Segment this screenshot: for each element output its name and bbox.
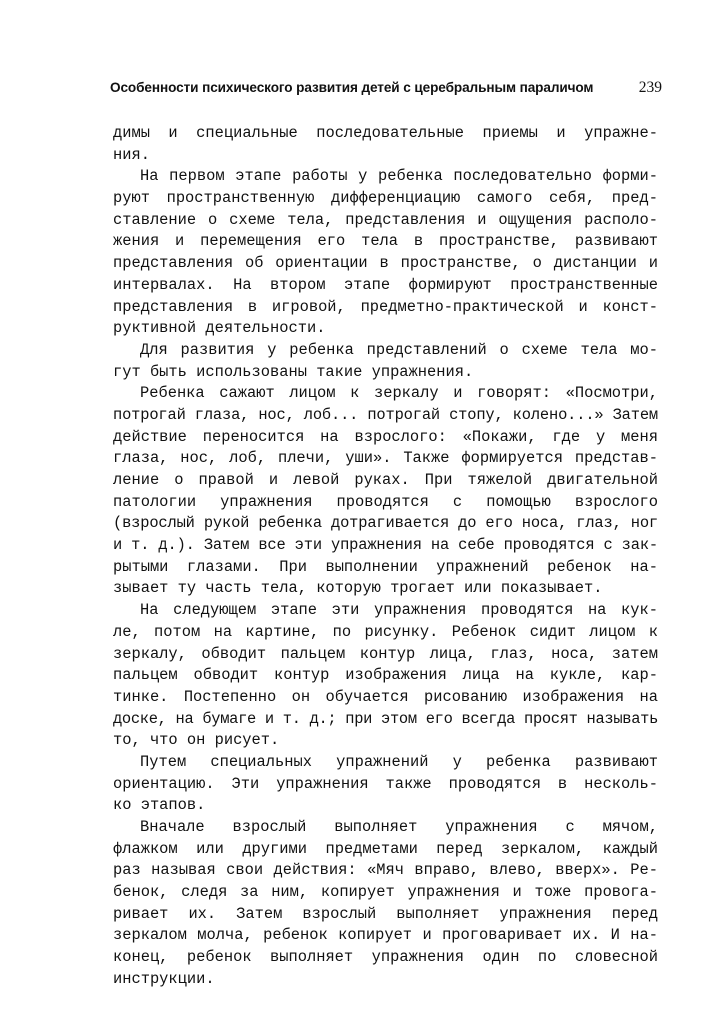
paragraph [113, 383, 658, 600]
text-line: димы и специальные последовательные приемы и упражне- [113, 124, 658, 142]
text-line: руют пространственную дифференциацию самого себя, пред- [113, 189, 658, 208]
paragraph [113, 123, 658, 166]
text-line: доске, на бумаге и т. д.; при этом его всегда просят называть [113, 709, 658, 728]
text-line: конец, ребенок выполняет упражнения один по словесной [113, 948, 658, 967]
text-line: действие переносится на взрослого: «Покажи, где у меня [113, 427, 658, 446]
text-line: ориентацию. Эти упражнения также проводятся в несколь- [113, 774, 658, 793]
paragraph [113, 817, 658, 991]
text-line: потрогай глаза, нос, лоб... потрогай стопу, колено...» Затем [113, 405, 658, 424]
text-line: ко этапов. [113, 796, 206, 815]
text-line: глаза, нос, лоб, плечи, уши». Также формируется представ- [113, 449, 658, 468]
text-line: Ребенка сажают лицом к зеркалу и говорят: «Посмотри, [140, 384, 658, 403]
text-line: бенок, следя за ним, копирует упражнения и тоже провога- [113, 883, 658, 902]
text-line: ле, потом на картине, по рисунку. Ребенок сидит лицом к [113, 622, 658, 641]
text-line: Для развития у ребенка представлений о схеме тела мо- [140, 340, 658, 359]
text-line: (взрослый рукой ребенка дотрагивается до его носа, глаз, ног [113, 514, 658, 533]
text-line: патологии упражнения проводятся с помощью взрослого [113, 492, 658, 511]
text-line: Вначале взрослый выполняет упражнения с мячом, [140, 818, 658, 836]
text-line: флажком или другими предметами перед зеркалом, каждый [113, 839, 658, 858]
text-line: пальцем обводит контур изображения лица на кукле, кар- [113, 666, 658, 685]
text-line: ния. [113, 145, 150, 164]
text-line: руктивной деятельности. [113, 319, 326, 338]
text-line: зывает ту часть тела, которую трогает или показывает. [113, 579, 603, 598]
text-line: Путем специальных упражнений у ребенка развивают [140, 752, 658, 771]
text-line: ставление о схеме тела, представления и ощущения располо- [113, 210, 658, 229]
text-line: интервалах. На втором этапе формируют пространственные [113, 275, 658, 294]
text-line: то, что он рисует. [113, 731, 280, 750]
text-line: тинке. Постепенно он обучается рисованию изображения на [113, 687, 658, 706]
text-line: и т. д.). Затем все эти упражнения на себе проводятся с зак- [113, 536, 658, 555]
text-line: жения и перемещения его тела в пространстве, развивают [113, 232, 658, 251]
paragraph [113, 600, 658, 752]
text-line: раз называя свои действия: «Мяч вправо, влево, вверх». Ре- [113, 861, 658, 880]
paragraph [113, 166, 658, 340]
text-line: представления в игровой, предметно-практической и конст- [113, 297, 658, 316]
text-line: На следующем этапе эти упражнения проводятся на кук- [140, 601, 658, 620]
text-line: представления об ориентации в пространстве, о дистанции и [113, 254, 658, 273]
text-line: На первом этапе работы у ребенка последовательно форми- [140, 167, 658, 186]
paragraph [113, 340, 658, 383]
running-header [110, 80, 662, 102]
running-header-title: Особенности психического развития детей с церебральным параличом [110, 80, 594, 95]
text-line: ривает их. Затем взрослый выполняет упражнения перед [113, 904, 658, 923]
text-line: зеркалу, обводит пальцем контур лица, глаз, носа, затем [113, 644, 658, 663]
text-line: ление о правой и левой руках. При тяжелой двигательной [113, 471, 658, 489]
text-line: инструкции. [113, 969, 215, 988]
text-line: гут быть использованы такие упражнения. [113, 362, 474, 381]
text-line: рытыми глазами. При выполнении упражнений ребенок на- [113, 557, 658, 576]
page-number: 239 [638, 79, 662, 96]
paragraph [113, 752, 658, 817]
body-text [113, 123, 658, 991]
text-line: зеркалом молча, ребенок копирует и проговаривает их. И на- [113, 926, 658, 945]
